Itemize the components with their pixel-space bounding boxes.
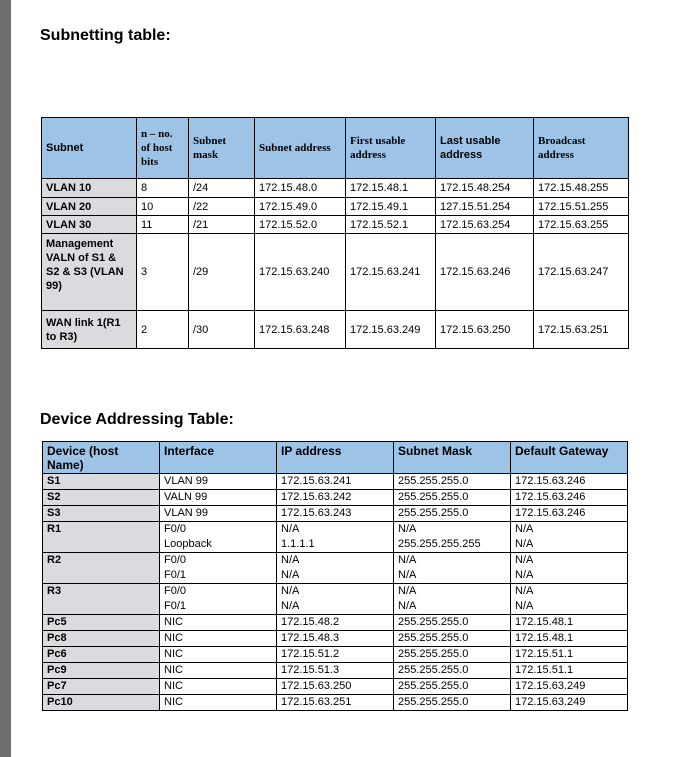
interface: NIC	[160, 679, 277, 695]
device-header-row	[43, 442, 628, 474]
last-usable-address: 172.15.63.250	[436, 311, 534, 349]
subnet-name: VLAN 20	[42, 198, 137, 216]
subnet-name: WAN link 1(R1 to R3)	[42, 311, 137, 349]
host-bits: 3	[137, 234, 189, 311]
subnet-mask: 255.255.255.0	[394, 695, 511, 711]
default-gateway: N/A	[511, 537, 628, 553]
col-ip-header: IP address	[277, 442, 394, 474]
table-row	[42, 234, 629, 311]
col-gateway-header: Default Gateway	[511, 442, 628, 474]
ip-address: 172.15.48.3	[277, 631, 394, 647]
device-name: Pc7	[43, 679, 160, 695]
table-row	[43, 553, 628, 569]
device-addressing-title: Device Addressing Table:	[40, 411, 234, 428]
host-bits: 8	[137, 179, 189, 198]
device-name: S3	[43, 506, 160, 522]
first-usable-address: 172.15.63.241	[346, 234, 436, 311]
last-usable-address: 172.15.63.254	[436, 216, 534, 234]
subnet-mask: 255.255.255.0	[394, 615, 511, 631]
device-name: S2	[43, 490, 160, 506]
default-gateway: 172.15.63.246	[511, 490, 628, 506]
ip-address: N/A	[277, 553, 394, 569]
device-name: Pc9	[43, 663, 160, 679]
col-subnet-mask-header: Subnet mask	[189, 118, 255, 179]
device-name: R1	[43, 522, 160, 538]
device-name	[43, 568, 160, 584]
table-row	[43, 679, 628, 695]
host-bits: 2	[137, 311, 189, 349]
default-gateway: 172.15.63.246	[511, 474, 628, 490]
first-usable-address: 172.15.52.1	[346, 216, 436, 234]
col-last-usable-header: Last usable address	[436, 118, 534, 179]
subnetting-table	[41, 117, 629, 349]
ip-address: 172.15.63.243	[277, 506, 394, 522]
device-name	[43, 537, 160, 553]
ip-address: N/A	[277, 522, 394, 538]
subnet-name: VLAN 10	[42, 179, 137, 198]
subnet-address: 172.15.63.248	[255, 311, 346, 349]
col-broadcast-header: Broadcast address	[534, 118, 629, 179]
ip-address: 172.15.63.250	[277, 679, 394, 695]
interface: F0/1	[160, 568, 277, 584]
col-interface-header: Interface	[160, 442, 277, 474]
table-row	[43, 615, 628, 631]
last-usable-address: 172.15.63.246	[436, 234, 534, 311]
table-row	[43, 568, 628, 584]
subnet-mask: /22	[189, 198, 255, 216]
subnet-mask: /30	[189, 311, 255, 349]
table-row	[43, 647, 628, 663]
subnet-mask: /21	[189, 216, 255, 234]
ip-address: 172.15.51.2	[277, 647, 394, 663]
broadcast-address: 172.15.63.255	[534, 216, 629, 234]
broadcast-address: 172.15.63.247	[534, 234, 629, 311]
device-name: S1	[43, 474, 160, 490]
subnet-mask: 255.255.255.0	[394, 647, 511, 663]
table-row	[43, 522, 628, 538]
table-row	[42, 216, 629, 234]
interface: NIC	[160, 695, 277, 711]
broadcast-address: 172.15.51.255	[534, 198, 629, 216]
subnet-mask: N/A	[394, 584, 511, 600]
device-name: R3	[43, 584, 160, 600]
interface: NIC	[160, 615, 277, 631]
interface: NIC	[160, 663, 277, 679]
table-row	[43, 506, 628, 522]
default-gateway: N/A	[511, 599, 628, 615]
col-subnet-address-header: Subnet address	[255, 118, 346, 179]
default-gateway: N/A	[511, 522, 628, 538]
table-row	[42, 198, 629, 216]
page-edge	[0, 0, 11, 757]
ip-address: N/A	[277, 584, 394, 600]
subnet-mask: N/A	[394, 599, 511, 615]
subnet-address: 172.15.63.240	[255, 234, 346, 311]
subnet-name: VLAN 30	[42, 216, 137, 234]
col-device-header: Device (host Name)	[43, 442, 160, 474]
default-gateway: 172.15.51.1	[511, 647, 628, 663]
interface: F0/1	[160, 599, 277, 615]
interface: NIC	[160, 631, 277, 647]
default-gateway: 172.15.48.1	[511, 631, 628, 647]
last-usable-address: 127.15.51.254	[436, 198, 534, 216]
table-row	[43, 584, 628, 600]
default-gateway: 172.15.48.1	[511, 615, 628, 631]
default-gateway: N/A	[511, 553, 628, 569]
default-gateway: 172.15.63.249	[511, 679, 628, 695]
col-subnet-header: Subnet	[42, 118, 137, 179]
subnet-mask: 255.255.255.0	[394, 490, 511, 506]
host-bits: 10	[137, 198, 189, 216]
table-row	[42, 179, 629, 198]
col-host-bits-header: n – no. of host bits	[137, 118, 189, 179]
subnet-mask: 255.255.255.0	[394, 631, 511, 647]
ip-address: 172.15.63.241	[277, 474, 394, 490]
subnet-mask: /24	[189, 179, 255, 198]
col-first-usable-header: First usable address	[346, 118, 436, 179]
subnet-mask: 255.255.255.0	[394, 474, 511, 490]
subnet-address: 172.15.49.0	[255, 198, 346, 216]
broadcast-address: 172.15.48.255	[534, 179, 629, 198]
subnet-address: 172.15.52.0	[255, 216, 346, 234]
subnetting-header-row	[42, 118, 629, 179]
interface: NIC	[160, 647, 277, 663]
interface: VLAN 99	[160, 474, 277, 490]
subnet-mask: 255.255.255.0	[394, 679, 511, 695]
table-row	[43, 663, 628, 679]
interface: F0/0	[160, 522, 277, 538]
default-gateway: N/A	[511, 584, 628, 600]
device-name: R2	[43, 553, 160, 569]
table-row	[43, 474, 628, 490]
interface: Loopback	[160, 537, 277, 553]
subnet-mask: 255.255.255.255	[394, 537, 511, 553]
col-mask-header: Subnet Mask	[394, 442, 511, 474]
default-gateway: 172.15.63.249	[511, 695, 628, 711]
first-usable-address: 172.15.49.1	[346, 198, 436, 216]
ip-address: 172.15.63.251	[277, 695, 394, 711]
device-name: Pc6	[43, 647, 160, 663]
device-name	[43, 599, 160, 615]
first-usable-address: 172.15.63.249	[346, 311, 436, 349]
table-row	[43, 631, 628, 647]
device-name: Pc8	[43, 631, 160, 647]
subnet-mask: N/A	[394, 568, 511, 584]
interface: VALN 99	[160, 490, 277, 506]
ip-address: 172.15.63.242	[277, 490, 394, 506]
subnet-name: Management VALN of S1 & S2 & S3 (VLAN 99)	[42, 234, 137, 311]
default-gateway: N/A	[511, 568, 628, 584]
default-gateway: 172.15.63.246	[511, 506, 628, 522]
table-row	[43, 537, 628, 553]
table-row	[42, 311, 629, 349]
first-usable-address: 172.15.48.1	[346, 179, 436, 198]
subnet-mask: /29	[189, 234, 255, 311]
device-name: Pc10	[43, 695, 160, 711]
ip-address: 172.15.51.3	[277, 663, 394, 679]
interface: F0/0	[160, 553, 277, 569]
subnet-mask: 255.255.255.0	[394, 506, 511, 522]
subnet-address: 172.15.48.0	[255, 179, 346, 198]
host-bits: 11	[137, 216, 189, 234]
ip-address: 172.15.48.2	[277, 615, 394, 631]
broadcast-address: 172.15.63.251	[534, 311, 629, 349]
table-row	[43, 695, 628, 711]
device-name: Pc5	[43, 615, 160, 631]
last-usable-address: 172.15.48.254	[436, 179, 534, 198]
ip-address: 1.1.1.1	[277, 537, 394, 553]
interface: VLAN 99	[160, 506, 277, 522]
subnet-mask: 255.255.255.0	[394, 663, 511, 679]
device-addressing-table	[42, 441, 628, 711]
ip-address: N/A	[277, 568, 394, 584]
interface: F0/0	[160, 584, 277, 600]
subnet-mask: N/A	[394, 522, 511, 538]
subnet-mask: N/A	[394, 553, 511, 569]
table-row	[43, 599, 628, 615]
default-gateway: 172.15.51.1	[511, 663, 628, 679]
table-row	[43, 490, 628, 506]
subnetting-title: Subnetting table:	[40, 27, 171, 44]
ip-address: N/A	[277, 599, 394, 615]
